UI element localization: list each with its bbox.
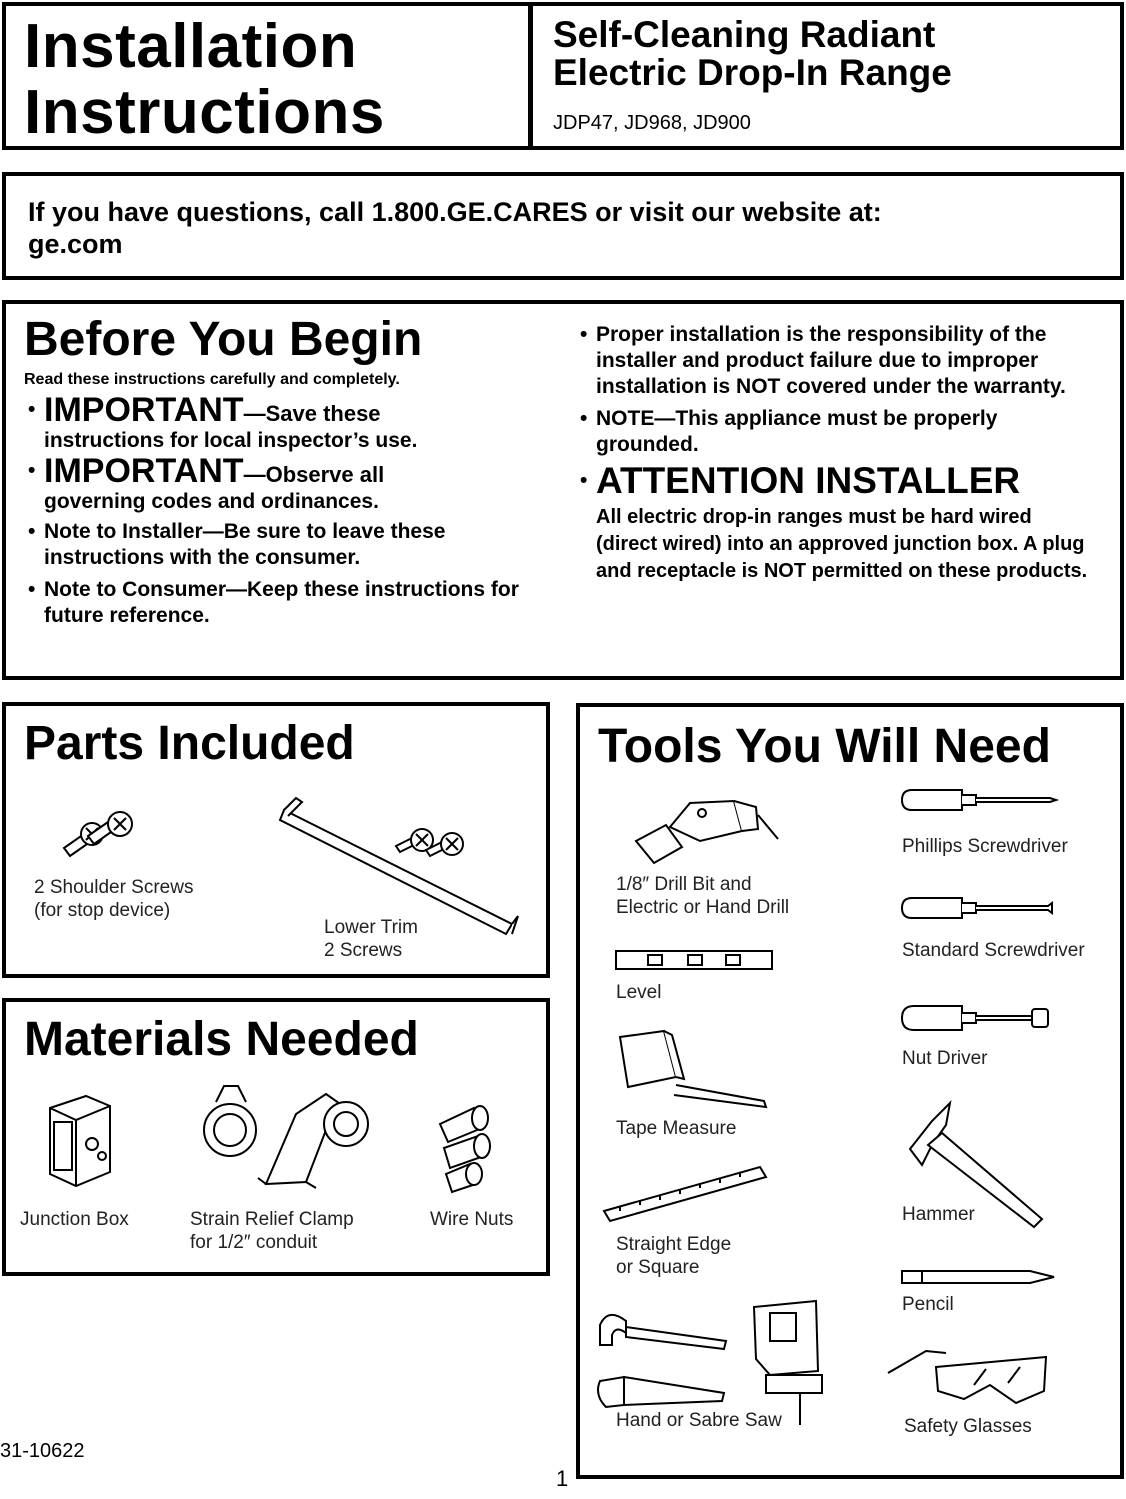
section-title: Parts Included xyxy=(24,717,355,770)
before-you-begin-section xyxy=(2,300,1124,680)
document-title-line1: Installation xyxy=(24,12,358,81)
part-number: 31-10622 xyxy=(0,1440,85,1462)
tools-section xyxy=(576,703,1124,1479)
note-text: Note to Consumer—Keep these instructions for future reference. xyxy=(44,578,519,627)
section-title: Before You Begin xyxy=(24,313,423,366)
tape-measure-icon xyxy=(614,1029,774,1109)
standard-screwdriver-label: Standard Screwdriver xyxy=(902,940,1085,961)
tool-label: or Square xyxy=(616,1257,700,1278)
hammer-label: Hammer xyxy=(902,1204,975,1225)
level-icon xyxy=(614,947,774,973)
contact-line: If you have questions, call 1.800.GE.CARES or visit our website at: xyxy=(28,197,882,227)
saws-icon xyxy=(590,1297,850,1427)
note-text: Proper installation is the responsibility of the installer and product failure due to improper installation is NOT covered under the warranty. xyxy=(596,323,1066,398)
important-heading: IMPORTANT xyxy=(44,391,244,429)
strain-relief-clamp-icon xyxy=(196,1074,386,1194)
list-item: • NOTE—This appliance must be properly grounded. xyxy=(580,407,998,456)
contact-text xyxy=(28,196,882,260)
straight-edge-icon xyxy=(600,1163,770,1223)
junction-box-icon xyxy=(46,1092,126,1192)
tool-label: Straight Edge xyxy=(616,1234,732,1255)
attention-heading: ATTENTION INSTALLER xyxy=(596,460,1021,501)
parts-included-section xyxy=(2,702,550,978)
important-tail: —Save these xyxy=(243,401,381,426)
model-numbers: JDP47, JD968, JD900 xyxy=(553,112,751,134)
tape-measure-label: Tape Measure xyxy=(616,1118,737,1139)
safety-glasses-label: Safety Glasses xyxy=(904,1416,1032,1437)
list-item: • IMPORTANT—Save these instructions for local inspector’s use. xyxy=(28,391,418,452)
list-item: • ATTENTION INSTALLER All electric drop-in ranges must be hard wired (direct wired) into an approved junction box. A plug and receptacle is NOT permitted on these products. xyxy=(576,468,1096,585)
part-note: (for stop device) xyxy=(34,900,171,921)
title-box xyxy=(2,2,532,150)
wire-nuts-icon xyxy=(434,1098,524,1198)
page-number: 1 xyxy=(556,1466,569,1491)
tool-label: Electric or Hand Drill xyxy=(616,897,790,918)
list-item: • Note to Installer—Be sure to leave these instructions with the consumer. xyxy=(28,520,446,569)
part-note: 2 Screws xyxy=(324,940,403,961)
phillips-screwdriver-label: Phillips Screwdriver xyxy=(902,836,1068,857)
note-text: Note to Installer—Be sure to leave these instructions with the consumer. xyxy=(44,520,446,569)
important-text: instructions for local inspector’s use. xyxy=(44,429,418,452)
list-item: • Proper installation is the responsibility of the installer and product failure due to improper installation is NOT covered under the warranty. xyxy=(580,323,1066,398)
attention-text: All electric drop-in ranges must be hard wired (direct wired) into an approved junction box. A plug and receptacle is NOT permitted on these products. xyxy=(596,506,1088,582)
nut-driver-label: Nut Driver xyxy=(902,1048,988,1069)
materials-needed-section xyxy=(2,998,550,1276)
before-list-left xyxy=(24,391,544,629)
note-text: NOTE—This appliance must be properly grounded. xyxy=(596,407,998,456)
straight-edge-label xyxy=(616,1233,731,1279)
tool-label: 1/8″ Drill Bit and xyxy=(616,874,752,895)
material-note: for 1/2″ conduit xyxy=(190,1232,318,1253)
contact-box xyxy=(2,172,1124,280)
saw-label: Hand or Sabre Saw xyxy=(616,1410,782,1431)
list-item: • Note to Consumer—Keep these instructions for future reference. xyxy=(28,578,519,627)
intro-text: Read these instructions carefully and completely. xyxy=(24,371,400,388)
part-label: 2 Shoulder Screws xyxy=(34,877,194,898)
drill-icon xyxy=(630,791,780,871)
document-title-line2: Instructions xyxy=(24,78,385,147)
material-label: Strain Relief Clamp xyxy=(190,1209,354,1230)
wire-nuts-label: Wire Nuts xyxy=(430,1209,514,1230)
drill-label xyxy=(616,873,789,919)
safety-glasses-icon xyxy=(886,1343,1056,1413)
website-link[interactable]: ge.com xyxy=(28,229,123,259)
product-title-line1: Self-Cleaning Radiant xyxy=(553,14,936,55)
junction-box-label: Junction Box xyxy=(20,1209,129,1230)
pencil-icon xyxy=(900,1267,1060,1287)
phillips-screwdriver-icon xyxy=(900,787,1060,813)
important-tail: —Observe all xyxy=(243,462,385,487)
important-text: governing codes and ordinances. xyxy=(44,490,379,513)
part-label: Lower Trim xyxy=(324,917,418,938)
strain-relief-clamp-label xyxy=(190,1208,354,1254)
list-item: • IMPORTANT—Observe all governing codes and ordinances. xyxy=(28,452,385,513)
lower-trim-label xyxy=(324,916,418,962)
level-label: Level xyxy=(616,982,662,1003)
shoulder-screws-icon xyxy=(58,806,148,866)
nut-driver-icon xyxy=(900,1003,1060,1033)
pencil-label: Pencil xyxy=(902,1294,954,1315)
product-box xyxy=(529,2,1124,150)
product-title xyxy=(553,16,952,92)
before-list-right xyxy=(576,322,1096,585)
document-title xyxy=(24,14,385,146)
section-title: Materials Needed xyxy=(24,1013,419,1066)
important-heading: IMPORTANT xyxy=(44,452,244,490)
section-title: Tools You Will Need xyxy=(598,720,1051,773)
standard-screwdriver-icon xyxy=(900,895,1060,921)
product-title-line2: Electric Drop-In Range xyxy=(553,52,952,93)
shoulder-screws-label xyxy=(34,876,193,922)
